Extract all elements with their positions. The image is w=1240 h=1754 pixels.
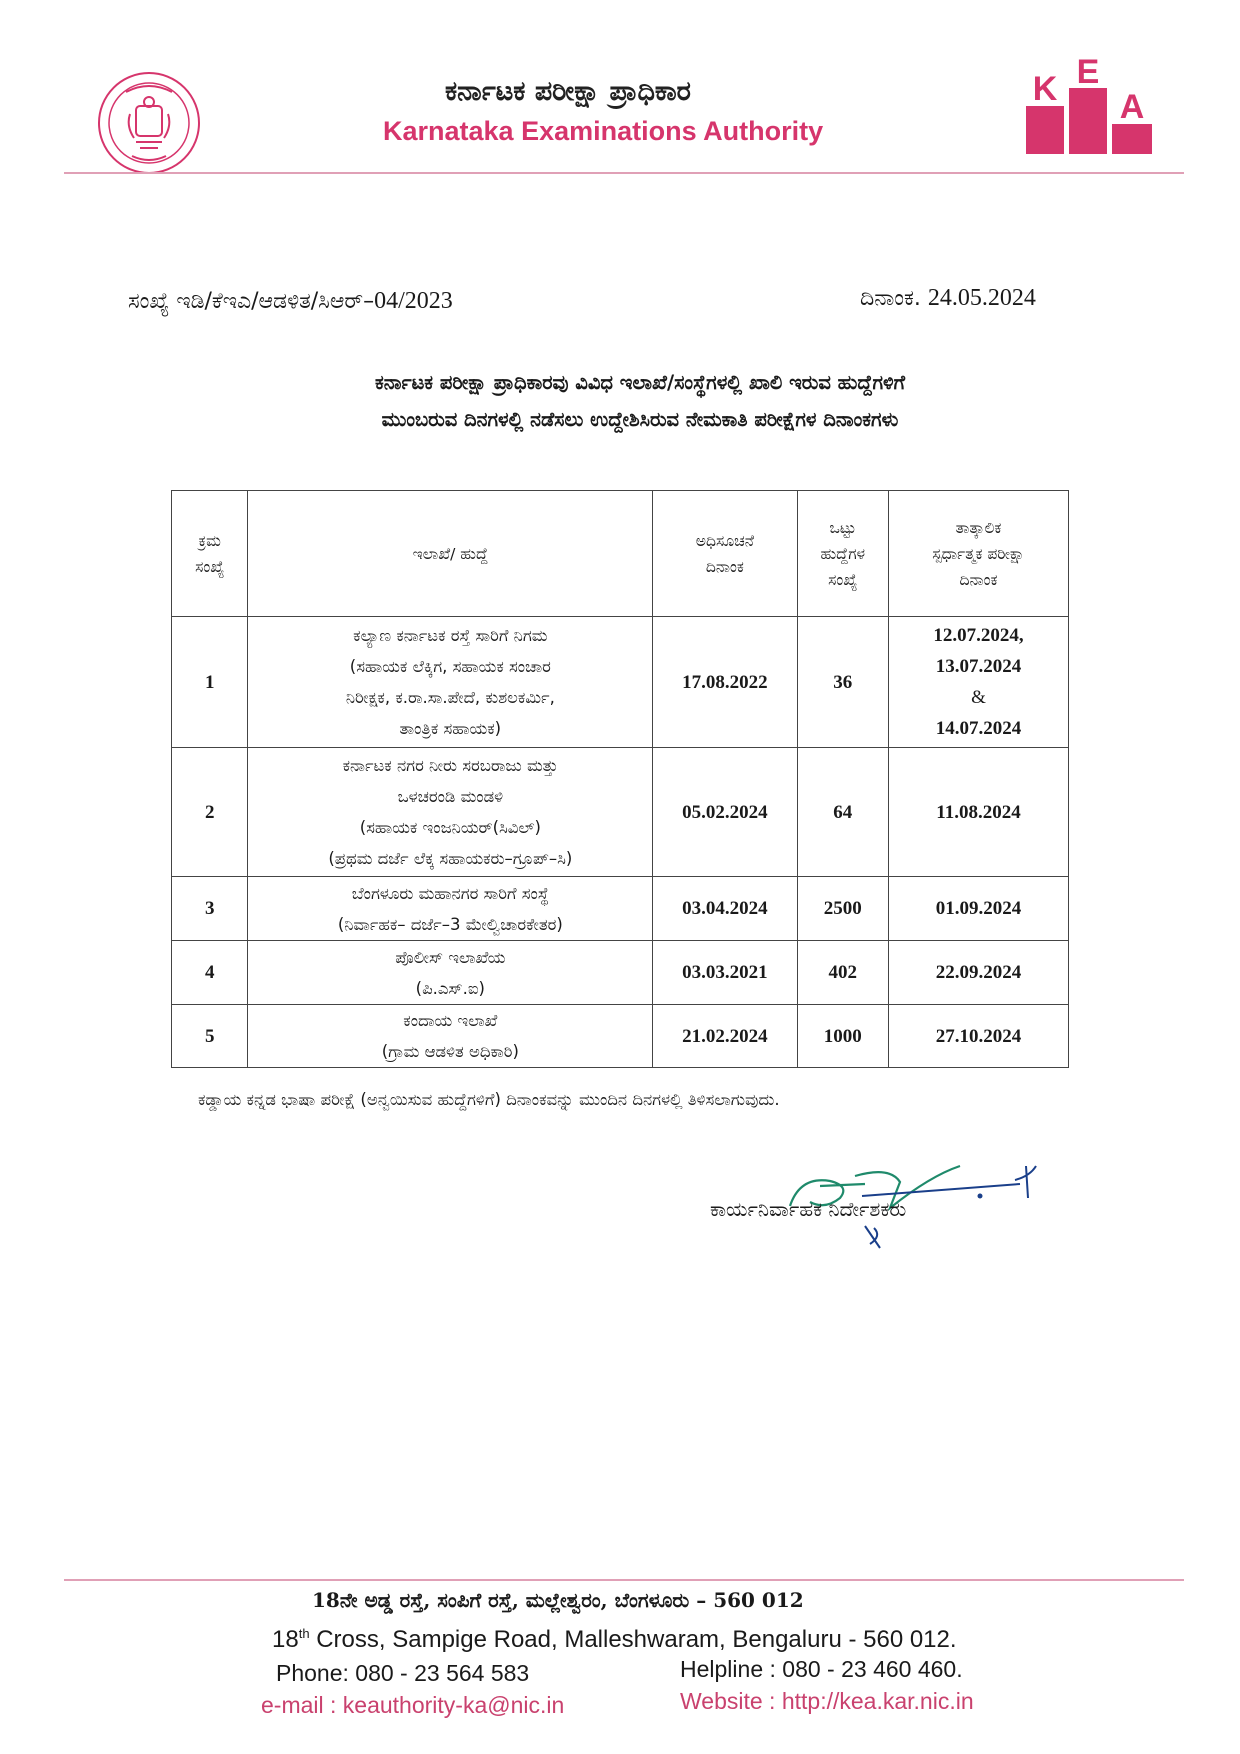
kea-logo-letter-e: E: [1076, 56, 1100, 91]
header-total-posts: ಒಟ್ಟು ಹುದ್ದೆಗಳ ಸಂಖ್ಯೆ: [797, 491, 888, 617]
header-notification-date: ಅಧಿಸೂಚನೆ ದಿನಾಂಕ: [653, 491, 797, 617]
cell-exam-date: 11.08.2024: [888, 748, 1068, 877]
exam-schedule-table: [171, 490, 1069, 1068]
table-header-row: [172, 491, 1069, 617]
kea-logo: [1026, 56, 1152, 154]
notice-heading: [170, 364, 1110, 438]
table-row: [172, 748, 1069, 877]
cell-notification-date: 03.04.2024: [653, 877, 797, 941]
cell-serial: 1: [172, 617, 248, 748]
date-value: 24.05.2024: [927, 285, 1036, 311]
cell-notification-date: 21.02.2024: [653, 1005, 797, 1068]
signatory-title: ಕಾರ್ಯನಿರ್ವಾಹಕ ನಿರ್ದೇಶಕರು: [710, 1197, 907, 1221]
reference-value: 04/2023: [374, 288, 453, 314]
document-date: [860, 285, 1036, 312]
heading-line-1: ಕರ್ನಾಟಕ ಪರೀಕ್ಷಾ ಪ್ರಾಧಿಕಾರವು ವಿವಿಧ ಇಲಾಖೆ/ಸಂಸ್ಥೆಗಳಲ್ಲಿ ಖಾಲಿ ಇರುವ ಹುದ್ದೆಗಳಿಗೆ: [374, 371, 906, 394]
header-serial-number: ಕ್ರಮ ಸಂಖ್ಯೆ: [172, 491, 248, 617]
kannada-test-footnote: ಕಡ್ಡಾಯ ಕನ್ನಡ ಭಾಷಾ ಪರೀಕ್ಷೆ (ಅನ್ವಯಿಸುವ ಹುದ್ದೆಗಳಿಗೆ) ದಿನಾಂಕವನ್ನು ಮುಂದಿನ ದಿನಗಳಲ್ಲಿ ತಿಳಿಸಲಾಗುವುದು.: [198, 1090, 780, 1109]
header-divider: [64, 172, 1184, 174]
address-english: 18th Cross, Sampige Road, Malleshwaram, Bengaluru - 560 012.: [272, 1626, 957, 1653]
phone-number: Phone: 080 - 23 564 583: [276, 1660, 530, 1686]
cell-posts: 64: [797, 748, 888, 877]
footer-divider: [64, 1579, 1184, 1581]
cell-serial: 4: [172, 941, 248, 1005]
email-address[interactable]: e-mail : keauthority-ka@nic.in: [261, 1692, 565, 1718]
table-row: [172, 617, 1069, 748]
cell-notification-date: 17.08.2022: [653, 617, 797, 748]
cell-exam-date: 27.10.2024: [888, 1005, 1068, 1068]
date-label: ದಿನಾಂಕ.: [860, 286, 921, 311]
authority-title-kannada: ಕರ್ನಾಟಕ ಪರೀಕ್ಷಾ ಪ್ರಾಧಿಕಾರ: [445, 76, 691, 107]
cell-posts: 36: [797, 617, 888, 748]
address-kannada: 18ನೇ ಅಡ್ಡ ರಸ್ತೆ, ಸಂಪಿಗೆ ರಸ್ತೆ, ಮಲ್ಲೇಶ್ವರಂ, ಬೆಂಗಳೂರು – 560 012: [312, 1588, 804, 1612]
helpline-number: Helpline : 080 - 23 460 460.: [680, 1656, 963, 1682]
cell-notification-date: 05.02.2024: [653, 748, 797, 877]
cell-exam-date: 01.09.2024: [888, 877, 1068, 941]
cell-department: ಕಲ್ಯಾಣ ಕರ್ನಾಟಕ ರಸ್ತೆ ಸಾರಿಗೆ ನಿಗಮ (ಸಹಾಯಕ ಲೆಕ್ಕಿಗ, ಸಹಾಯಕ ಸಂಚಾರ ನಿರೀಕ್ಷಕ, ಕ.ರಾ.ಸಾ.ಪೇದೆ, ಕುಶಲಕರ್ಮಿ, ತಾಂತ್ರಿಕ ಸಹಾಯಕ): [248, 617, 653, 748]
cell-posts: 1000: [797, 1005, 888, 1068]
cell-posts: 402: [797, 941, 888, 1005]
table-row: [172, 941, 1069, 1005]
cell-department: ಬೆಂಗಳೂರು ಮಹಾನಗರ ಸಾರಿಗೆ ಸಂಸ್ಥೆ (ನಿರ್ವಾಹಕ– ದರ್ಜೆ–3 ಮೇಲ್ವಿಚಾರಕೇತರ): [248, 877, 653, 941]
cell-department: ಕರ್ನಾಟಕ ನಗರ ನೀರು ಸರಬರಾಜು ಮತ್ತು ಒಳಚರಂಡಿ ಮಂಡಳಿ (ಸಹಾಯಕ ಇಂಜನಿಯರ್(ಸಿವಿಲ್) (ಪ್ರಥಮ ದರ್ಜೆ ಲೆಕ್ಕ ಸಹಾಯಕರು–ಗ್ರೂಪ್–ಸಿ): [248, 748, 653, 877]
table-row: [172, 877, 1069, 941]
kea-logo-letter-k: K: [1032, 70, 1058, 108]
heading-line-2: ಮುಂಬರುವ ದಿನಗಳಲ್ಲಿ ನಡೆಸಲು ಉದ್ದೇಶಿಸಿರುವ ನೇಮಕಾತಿ ಪರೀಕ್ಷೆಗಳ ದಿನಾಂಕಗಳು: [381, 408, 899, 431]
header-exam-date: ತಾತ್ಕಾಲಿಕ ಸ್ಪರ್ಧಾತ್ಮಕ ಪರೀಕ್ಷಾ ದಿನಾಂಕ: [888, 491, 1068, 617]
cell-department: ಪೊಲೀಸ್ ಇಲಾಖೆಯ (ಪಿ.ಎಸ್.ಐ): [248, 941, 653, 1005]
reference-label: ಸಂಖ್ಯೆ ಇಡಿ/ಕೆಇಎ/ಆಡಳಿತ/ಸಿಆರ್–: [128, 289, 375, 314]
authority-title-english: Karnataka Examinations Authority: [383, 116, 824, 146]
cell-posts: 2500: [797, 877, 888, 941]
cell-serial: 3: [172, 877, 248, 941]
cell-serial: 5: [172, 1005, 248, 1068]
kea-logo-letter-a: A: [1119, 88, 1145, 126]
karnataka-government-seal: [96, 70, 202, 176]
cell-department: ಕಂದಾಯ ಇಲಾಖೆ (ಗ್ರಾಮ ಆಡಳಿತ ಅಧಿಕಾರಿ): [248, 1005, 653, 1068]
handwritten-signature: [770, 1136, 1070, 1256]
cell-exam-date: 22.09.2024: [888, 941, 1068, 1005]
cell-serial: 2: [172, 748, 248, 877]
website-link[interactable]: Website : http://kea.kar.nic.in: [680, 1688, 974, 1714]
reference-number: [128, 288, 453, 315]
header-department-post: ಇಲಾಖೆ/ ಹುದ್ದೆ: [248, 491, 653, 617]
cell-exam-date: 12.07.2024, 13.07.2024 & 14.07.2024: [888, 617, 1068, 748]
table-row: [172, 1005, 1069, 1068]
cell-notification-date: 03.03.2021: [653, 941, 797, 1005]
